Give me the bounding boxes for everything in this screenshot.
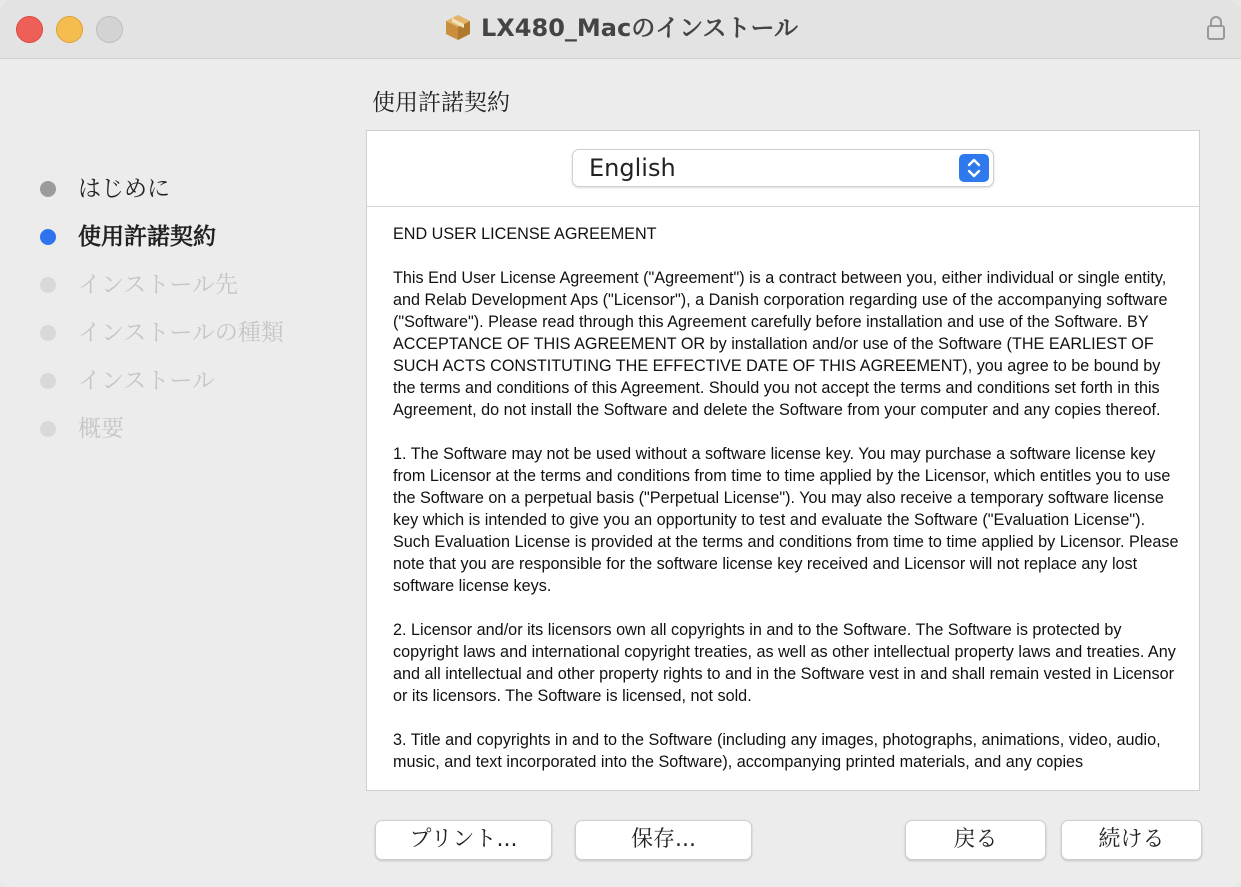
license-heading: END USER LICENSE AGREEMENT	[393, 225, 657, 243]
step-pending-dot	[40, 373, 56, 389]
step-label: はじめに	[78, 176, 170, 202]
language-select[interactable]	[572, 149, 994, 187]
license-paragraph: 3. Title and copyrights in and to the Software (including any images, photographs, animations, video, audio, music, and text incorporated into the Software), accompanying printed materials, and any copies	[393, 731, 1161, 771]
section-title: 使用許諾契約	[372, 90, 510, 116]
step-label: 概要	[78, 416, 124, 442]
language-select-stepper[interactable]	[959, 154, 989, 182]
step-label: インストール先	[78, 272, 238, 298]
step-done-dot	[40, 181, 56, 197]
language-bar	[367, 131, 1199, 207]
step-pending-dot	[40, 277, 56, 293]
license-panel	[366, 130, 1200, 791]
step-pending-dot	[40, 421, 56, 437]
step-label: インストール	[78, 368, 215, 394]
back-button[interactable]: 戻る	[905, 820, 1046, 860]
chevron-up-down-icon	[959, 154, 989, 182]
license-paragraph: 1. The Software may not be used without a software license key. You may purchase a software license key from Licensor at the terms and conditions from time to time applied by the Licensor, which entitles you to use the Software on a perpetual basis ("Perpetual License"). You may also receive a temporary software license key which is intended to give you an opportunity to test and evaluate the Software ("Evaluation License"). Such Evaluation License is provided at the terms and conditions from time to time applied by Licensor. Please note that you are responsible for the software license key received and Licensor will not replace any lost software license keys.	[393, 445, 1179, 595]
lock-icon[interactable]	[1206, 15, 1226, 41]
window-title: LX480_Macのインストール	[481, 14, 798, 42]
print-button[interactable]: プリント...	[375, 820, 552, 860]
installer-steps-sidebar	[0, 59, 340, 887]
title-bar	[0, 0, 1241, 59]
step-current-dot	[40, 229, 56, 245]
license-paragraph: This End User License Agreement ("Agreement") is a contract between you, either individual or single entity, and Relab Development Aps ("Licensor"), a Danish corporation regarding use of the accompanying software ("Software"). Please read through this Agreement carefully before installation and use of the Software. BY ACCEPTANCE OF THIS AGREEMENT OR by installation and/or use of the Software (THE EARLIEST OF SUCH ACTS CONSTITUTING THE EFFECTIVE DATE OF THIS AGREEMENT), you agree to be bound by the terms and conditions of this Agreement. Should you not accept the terms and conditions set forth in this Agreement, do not install the Software and delete the Software from your computer and any copies thereof.	[393, 269, 1168, 419]
language-select-value: English	[589, 154, 676, 182]
save-button[interactable]: 保存...	[575, 820, 752, 860]
license-text-area[interactable]	[393, 223, 1183, 789]
step-label: 使用許諾契約	[78, 224, 216, 250]
window-title-container	[0, 10, 1241, 46]
license-paragraph: 2. Licensor and/or its licensors own all copyrights in and to the Software. The Software is protected by copyright laws and international copyright treaties, as well as other intellectual property laws and treaties. Any and all intellectual and other property rights to and in the Software vest in and shall remain vested in Licensor or its licensors. The Software is licensed, not sold.	[393, 621, 1176, 705]
continue-button[interactable]: 続ける	[1061, 820, 1202, 860]
package-icon	[443, 12, 473, 42]
step-pending-dot	[40, 325, 56, 341]
step-label: インストールの種類	[78, 320, 284, 346]
